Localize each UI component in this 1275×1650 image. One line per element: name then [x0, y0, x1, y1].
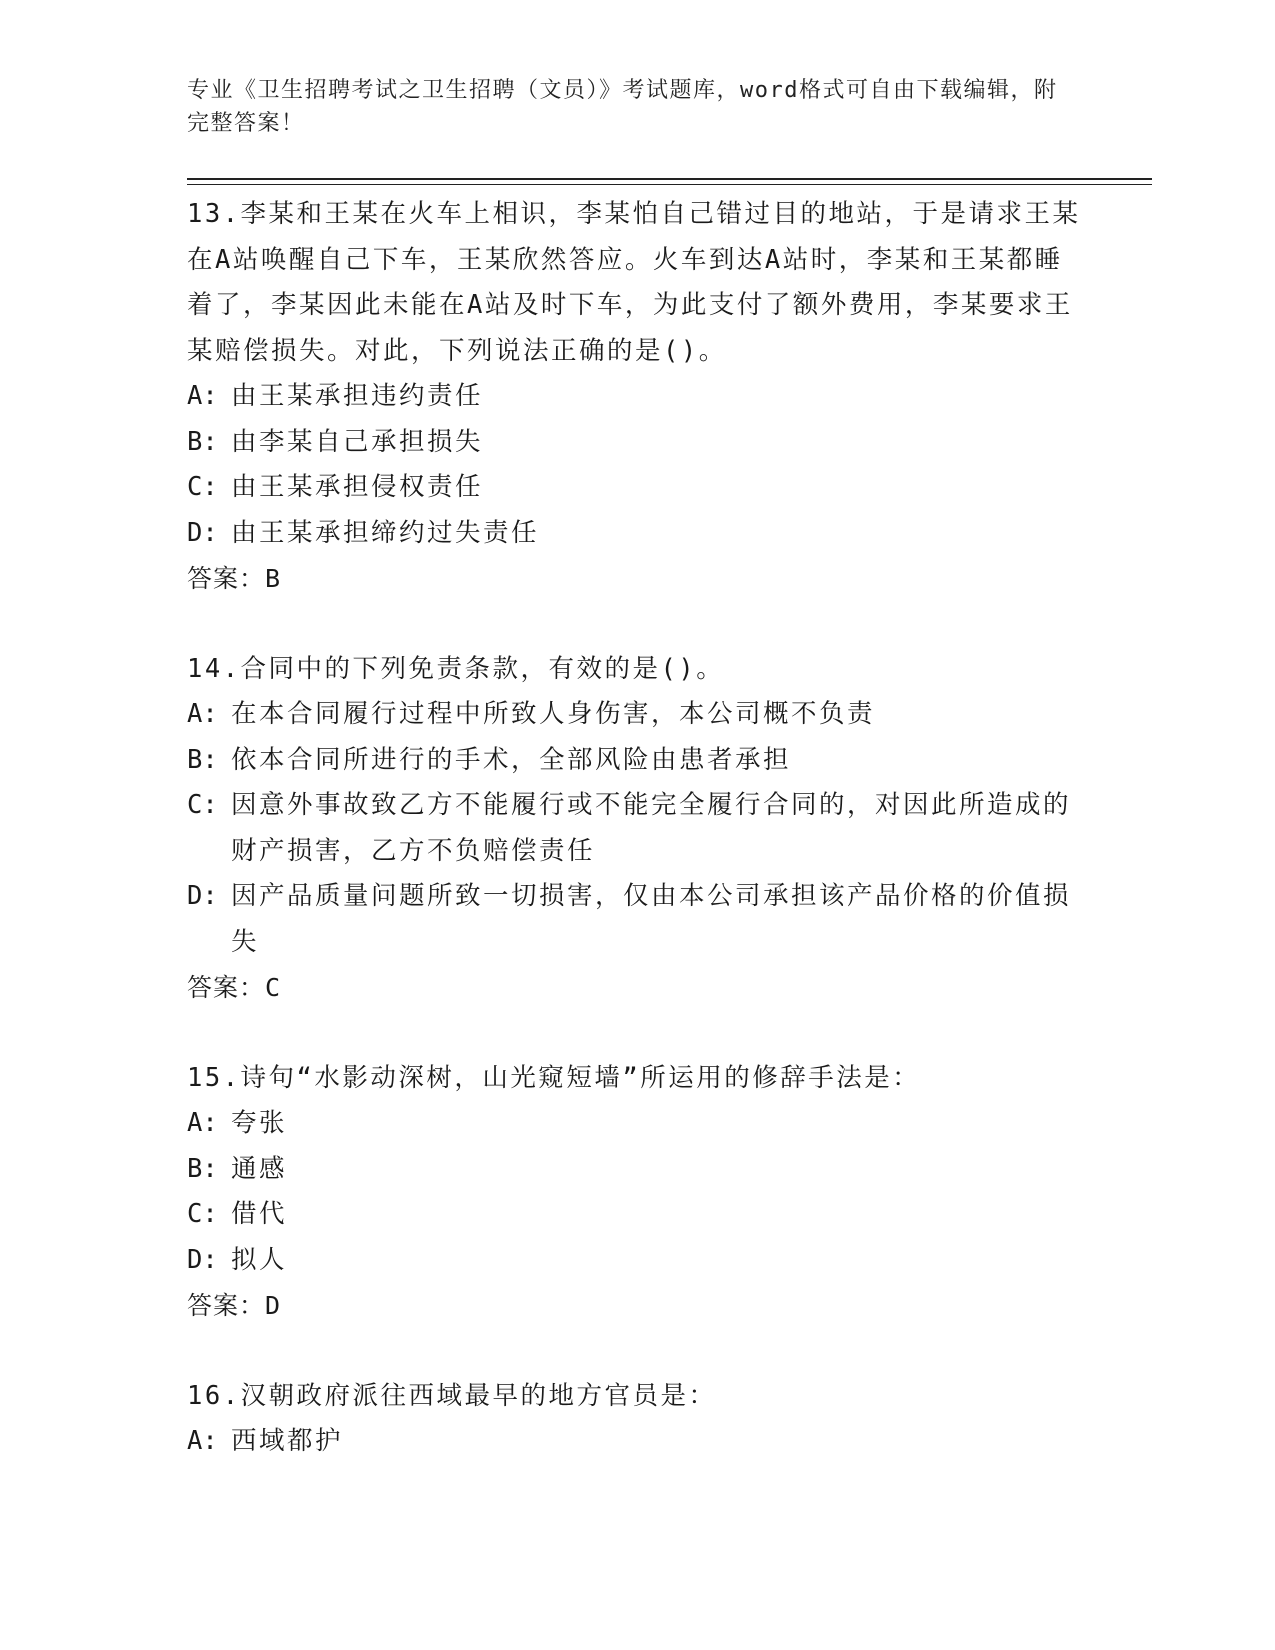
option-text: 依本合同所进行的手术，全部风险由患者承担 [231, 744, 792, 775]
question-stem: 16.汉朝政府派往西域最早的地方官员是： [187, 1380, 717, 1411]
option-text: 拟人 [231, 1244, 288, 1275]
answer-label: 答案： [187, 564, 266, 593]
option-key: D: [187, 1244, 218, 1275]
option-a [187, 1419, 1087, 1465]
option-text: 因意外事故致乙方不能履行或不能完全履行合同的，对因此所造成的财产损害，乙方不负赔偿责任 [231, 790, 1072, 866]
question-stem: 14.合同中的下列免责条款，有效的是()。 [187, 653, 725, 684]
option-b [187, 738, 1087, 784]
answer-label: 答案： [187, 1291, 266, 1320]
option-c [187, 1192, 1087, 1238]
option-b [187, 420, 1087, 466]
question-stem: 15.诗句“水影动深树，山光窥短墙”所运用的修辞手法是： [187, 1062, 921, 1093]
option-text: 因产品质量问题所致一切损害，仅由本公司承担该产品价格的价值损失 [231, 881, 1072, 957]
answer-value: C [265, 973, 282, 1002]
option-key: A: [187, 699, 218, 729]
document-header: 专业《卫生招聘考试之卫生招聘（文员）》考试题库，word格式可自由下载编辑，附完整答案！ [187, 78, 1058, 136]
option-text: 由王某承担侵权责任 [231, 472, 484, 502]
answer-line [187, 965, 1087, 1011]
option-d [187, 511, 1087, 557]
answer-line [187, 556, 1087, 602]
answer-value: B [265, 564, 282, 593]
option-key: A: [187, 381, 218, 411]
option-key: C: [187, 790, 218, 820]
option-a [187, 692, 1087, 738]
option-a [187, 374, 1087, 420]
question-13 [187, 192, 1087, 602]
option-text: 通感 [231, 1153, 288, 1184]
header-divider-thick [187, 178, 1152, 180]
option-key: B: [187, 1153, 218, 1184]
option-b [187, 1147, 1087, 1193]
option-a [187, 1101, 1087, 1147]
option-key: A: [187, 1108, 218, 1138]
question-14 [187, 647, 1087, 1011]
option-text: 在本合同履行过程中所致人身伤害，本公司概不负责 [231, 699, 876, 729]
option-key: B: [187, 744, 218, 775]
option-text: 西域都护 [231, 1426, 344, 1456]
option-d [187, 874, 1087, 965]
option-text: 由王某承担违约责任 [231, 381, 484, 411]
header-divider-thin [187, 184, 1152, 185]
question-list [187, 192, 1087, 1465]
option-text: 夸张 [231, 1108, 288, 1138]
answer-label: 答案： [187, 973, 266, 1002]
option-key: D: [187, 517, 218, 548]
answer-line [187, 1283, 1087, 1329]
option-d [187, 1238, 1087, 1284]
option-c [187, 465, 1087, 511]
option-text: 借代 [231, 1199, 288, 1229]
option-key: B: [187, 426, 218, 457]
option-key: C: [187, 1199, 218, 1229]
option-key: D: [187, 881, 218, 911]
question-stem: 13.李某和王某在火车上相识，李某怕自己错过目的地站，于是请求王某在A站唤醒自己下车，王某欣然答应。火车到达A站时，李某和王某都睡着了，李某因此未能在A站及时下车，为此支付了额外费用，李某要求王某赔偿损失。对此，下列说法正确的是()。 [187, 199, 1081, 366]
option-key: A: [187, 1426, 218, 1456]
option-text: 由李某自己承担损失 [231, 426, 484, 457]
option-text: 由王某承担缔约过失责任 [231, 517, 540, 548]
question-15 [187, 1056, 1087, 1329]
option-c [187, 783, 1087, 874]
answer-value: D [265, 1291, 282, 1320]
question-16 [187, 1374, 1087, 1465]
option-key: C: [187, 472, 218, 502]
